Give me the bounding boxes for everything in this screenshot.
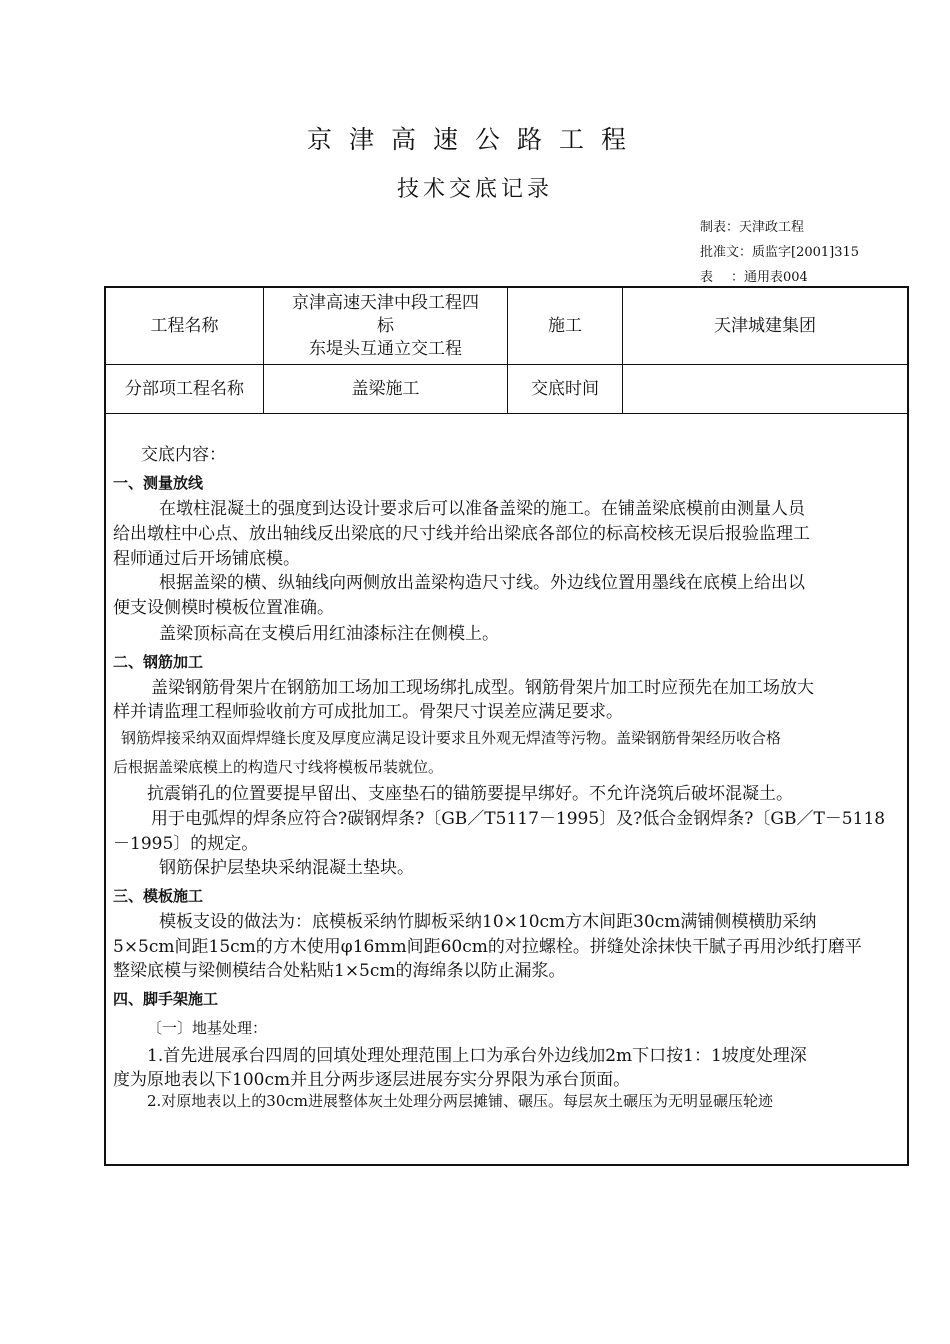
paragraph-line: 模板支设的做法为：底模板采纳竹脚板采纳10×10cm方木间距30cm满铺侧模横肋采纳: [159, 912, 817, 932]
form-number-value: ：通用表004: [731, 270, 808, 285]
project-name-value: [264, 288, 507, 364]
subsection-heading: 〔一〕地基处理：: [147, 1019, 268, 1037]
paragraph-line: 1.首先进展承台四周的回填处理处理范围上口为承台外边线加2m下口按1：1坡度处理深: [147, 1046, 807, 1066]
paragraph-line: 盖梁顶标高在支模后用红油漆标注在侧模上。: [159, 624, 499, 644]
project-name-line: 京津高速天津中段工程四: [292, 292, 479, 313]
form-maker: 制表：天津政工程: [700, 220, 805, 235]
paragraph-line: 后根据盖梁底模上的构造尺寸线将模板吊装就位。: [113, 758, 444, 776]
project-name-label: 工程名称: [150, 315, 219, 336]
document-subtitle: 技术交底记录: [396, 177, 553, 202]
subproject-value: 盖梁施工: [351, 378, 420, 399]
document-title: 京津高速公路工程: [306, 125, 643, 154]
paragraph-line: 抗震销孔的位置要提早留出、支座垫石的锚筋要提早绑好。不允许浇筑后破坏混凝土。: [147, 784, 793, 804]
form-number: [700, 266, 808, 285]
paragraph-line: 在墩柱混凝土的强度到达设计要求后可以准备盖梁的施工。在铺盖梁底模前由测量人员: [159, 499, 805, 519]
construction-label: 施工: [548, 315, 582, 336]
paragraph-line: 钢筋保护层垫块采纳混凝土垫块。: [159, 858, 414, 878]
approval-doc: 批准文：质监字[2001]315: [700, 245, 860, 260]
paragraph-line: 程师通过后开场铺底模。: [113, 549, 300, 569]
section-heading: 一、测量放线: [113, 474, 204, 492]
paragraph-line: 整梁底模与梁侧模结合处粘贴1×5cm的海绵条以防止漏浆。: [113, 961, 566, 981]
construction-unit: 天津城建集团: [714, 315, 816, 336]
section-heading: 二、钢筋加工: [113, 653, 204, 671]
section-heading: 三、模板施工: [113, 887, 204, 905]
paragraph-line: 盖梁钢筋骨架片在钢筋加工场加工现场绑扎成型。钢筋骨架片加工时应预先在加工场放大: [151, 678, 814, 698]
briefing-time-value: [623, 365, 907, 413]
paragraph-line: 5×5cm间距15cm的方木使用φ16mm间距60cm的对拉螺栓。拼缝处涂抹快干腻子再用沙纸打磨平: [113, 937, 862, 957]
paragraph-line: －1995〕的规定。: [113, 834, 259, 854]
grid-line: [106, 413, 907, 414]
form-number-label: 表: [700, 270, 714, 285]
paragraph-line: 样并请监理工程师验收前方可成批加工。骨架尺寸误差应满足要求。: [113, 702, 623, 722]
paragraph-line: 钢筋焊接采纳双面焊焊缝长度及厚度应满足设计要求且外观无焊渣等污物。盖梁钢筋骨架经历收合格: [121, 729, 782, 747]
paragraph-line: 根据盖梁的横、纵轴线向两侧放出盖梁构造尺寸线。外边线位置用墨线在底模上给出以: [159, 573, 805, 593]
paragraph-line: 便支设侧模时模板位置准确。: [113, 598, 334, 618]
briefing-time-label: 交底时间: [531, 378, 599, 399]
paragraph-line: 用于电弧焊的焊条应符合?碳钢焊条?〔GB／T5117－1995〕及?低合金钢焊条?〔GB／T－5118: [151, 809, 886, 829]
paragraph-line: 2.对原地表以上的30cm进展整体灰土处理分两层摊铺、碾压。每层灰土碾压为无明显碾压轮迹: [147, 1092, 774, 1110]
paragraph-line: 给出墩柱中心点、放出轴线反出梁底的尺寸线并给出梁底各部位的标高校核无误后报验监理工: [113, 524, 810, 544]
project-name-line: 标: [377, 315, 394, 336]
subproject-label: 分部项工程名称: [125, 378, 244, 399]
section-heading: 四、脚手架施工: [113, 990, 219, 1008]
paragraph-line: 度为原地表以下100cm并且分两步逐层进展夯实分界限为承台顶面。: [113, 1070, 631, 1090]
content-intro: 交底内容：: [141, 445, 226, 465]
project-name-line: 东堤头互通立交工程: [309, 338, 462, 359]
